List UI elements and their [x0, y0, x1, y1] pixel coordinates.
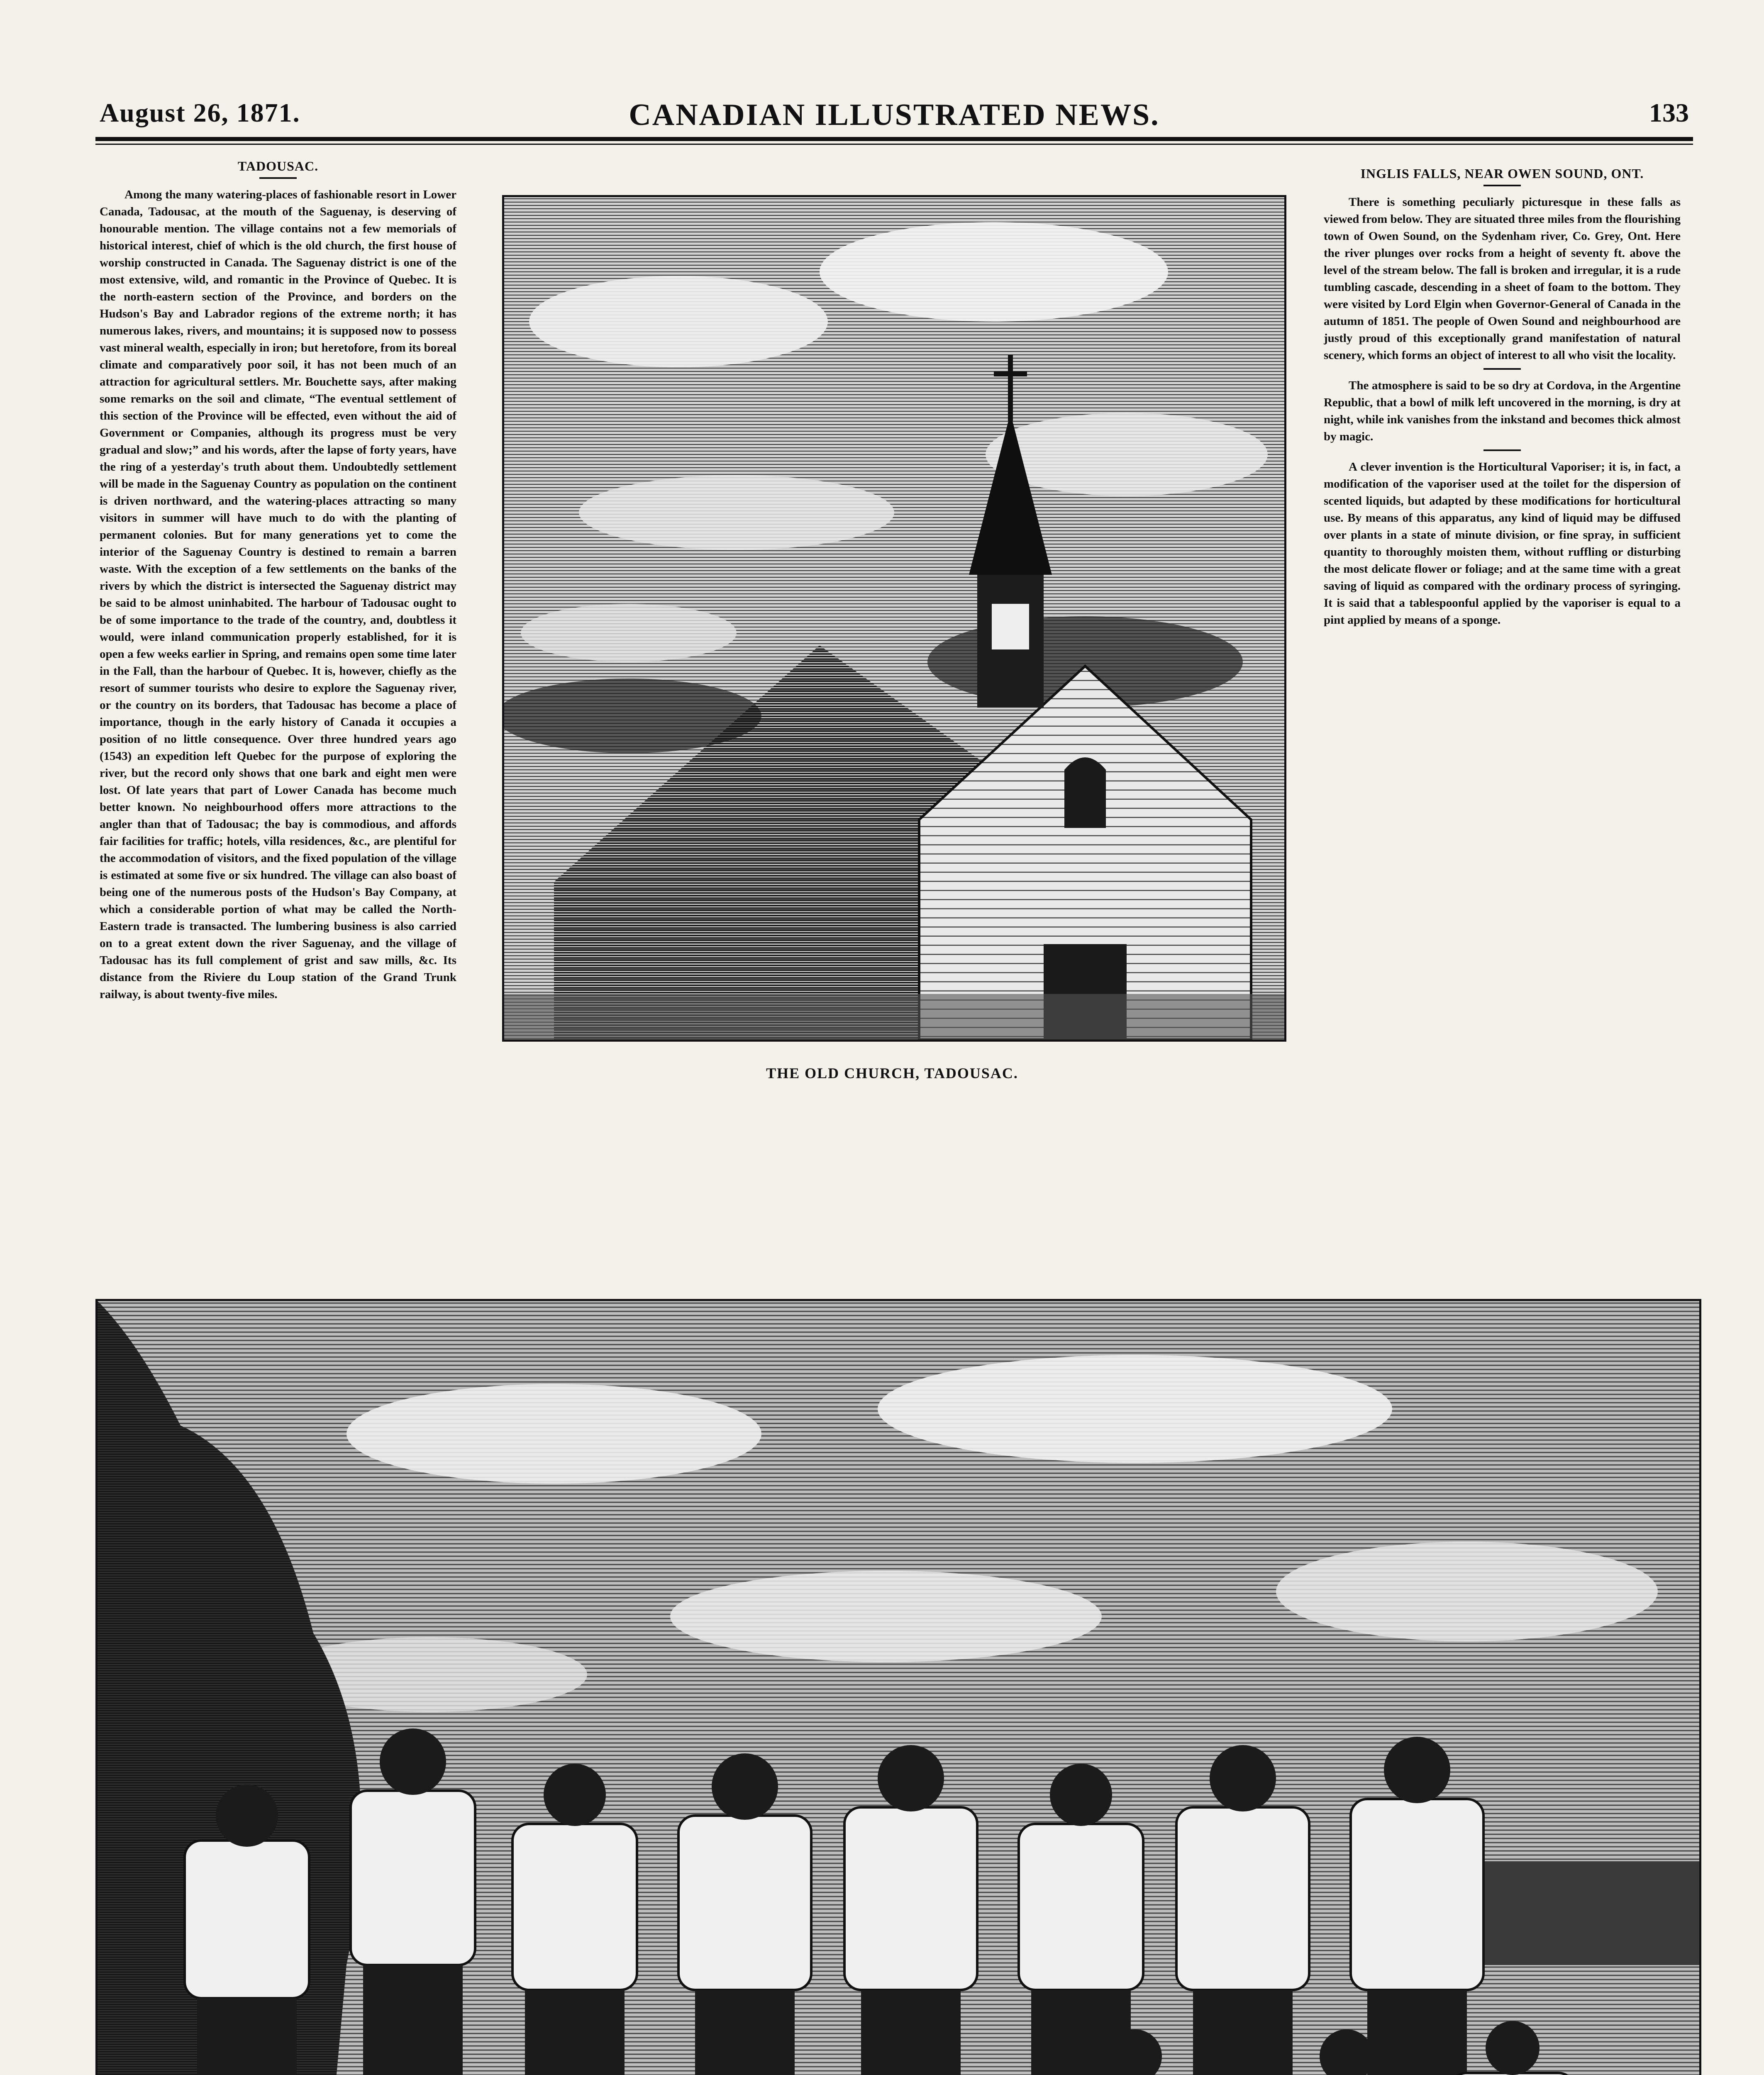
band-engraving: [95, 1299, 1701, 2075]
tadousac-paragraph: Among the many watering-places of fashionable resort in Lower Canada, Tadousac, at the mouth of the Saguenay, is deserving of honourable mention. The village contains not a few memorials of historical interest, chief of which is the old church, the first house of worship constructed in Canada. The Saguenay district is one of the most extensive, wild, and romantic in the Province of Quebec. It is the north-eastern section of the Province, and borders on the Hudson's Bay and Labrador regions of the extreme north; it has numerous lakes, rivers, and mountains; it is supposed now to possess vast mineral wealth, especially in iron; but heretofore, from its boreal climate and comparatively poor soil, it has not been much of an attraction for agricultural settlers. Mr. Bouchette says, after making some remarks on the soil and climate, “The eventual settlement of this section of the Province will be effected, even without the aid of Government or Companies, although its progress must be very gradual and slow;” and his words, after the lapse of forty years, have the ring of a yesterday's truth about them. Undoubtedly settlement will be made in the Saguenay Country as population on the continent is driven northward, and the watering-places attracting so many visitors in summer will have much to do with the planting of permanent colonies. But for many generations yet to come the interior of the Saguenay Country is destined to remain a barren waste. With the exception of a few settlements on the banks of the rivers by which the district is intersected the Saguenay district may be said to be almost uninhabited. The harbour of Tadousac ought to be of some importance to the trade of the country, and, doubtless it would, were inland communication properly established, for it is open a few weeks earlier in Spring, and remains open some time later in the Fall, than the harbour of Quebec. It is, however, chiefly as the resort of summer tourists who desire to explore the Saguenay river, or the country on its borders, that Tadousac has become a place of importance, though in the early history of Canada it occupies a position of no little consequence. Over three hundred years ago (1543) an expedition left Quebec for the purpose of exploring the river, but the record only shows that one bark and eight men were lost. Of late years that part of Lower Canada has become much better known. No neighbourhood offers more attractions to the angler than that of Tadousac; the bay is commodious, and affords fair facilities for traffic; hotels, villa residences, &c., are plentiful for the accommodation of visitors, and the fixed population of the village is estimated at some five or six hundred. The village can also boast of being one of the numerous posts of the Hudson's Bay Company, at which a considerable portion of what may be called the North-Eastern trade is transacted. The lumbering business is also carried on to a great extent down the river Saguenay, and the village of Tadousac has its full complement of grist and saw mills, &c. Its distance from the Riviere du Loup station of the Grand Trunk railway, is about twenty-five miles.: [100, 188, 456, 1001]
tadousac-heading: TADOUSAC.: [237, 159, 319, 173]
page-number: 133: [1649, 98, 1689, 127]
cordova-paragraph: The atmosphere is said to be so dry at Cordova, in the Argentine Republic, that a bowl of milk left uncovered in the morning, is dry at night, while ink vanishes from the inkstand and becomes thick almost by magic.: [1324, 379, 1681, 443]
right-column: [1324, 165, 1681, 1116]
masthead: [100, 98, 1689, 143]
vaporiser-paragraph: A clever invention is the Horticultural Vaporiser; it is, in fact, a modification of the vaporiser used at the toilet for the dispersion of scented liquids, but adapted by these modifications for horticultural use. By means of this apparatus, any kind of liquid may be diffused over plants in a state of minute division, or fine spray, in sufficient quantity to thoroughly moisten them, without ruffling or disturbing the most delicate flower or foliage; and at the same time with a great saving of liquid as compared with the ordinary process of syringing. It is said that a tablespoonful applied by the vaporiser is equal to a pint applied by means of a sponge.: [1324, 460, 1681, 627]
section-rule: [1483, 368, 1521, 370]
masthead-rule-thin: [95, 144, 1693, 145]
issue-date: August 26, 1871.: [100, 98, 300, 127]
publication-title: CANADIAN ILLUSTRATED NEWS.: [629, 98, 1160, 132]
church-caption: THE OLD CHURCH, TADOUSAC.: [766, 1065, 1018, 1081]
masthead-rule: [95, 137, 1693, 141]
heading-rule: [1483, 185, 1521, 186]
tadousac-article: [100, 158, 456, 1120]
church-illustration: [504, 197, 1284, 1040]
band-illustration: [98, 1301, 1699, 2075]
inglis-falls-paragraph: There is something peculiarly picturesque in these falls as viewed from below. They are situated three miles from the flourishing town of Owen Sound, on the Sydenham river, Co. Grey, Ont. Here the river plunges over rocks from a height of seventy ft. above the level of the stream below. The fall is broken and irregular, it is a rude tumbling cascade, descending in a sheet of foam to the bottom. They were visited by Lord Elgin when Governor-General of Canada in the autumn of 1851. The people of Owen Sound and neighbourhood are justly proud of this exceptionally grand manifestation of natural scenery, which forms an object of interest to all who visit the locality.: [1324, 195, 1681, 362]
old-church-engraving: [502, 195, 1286, 1042]
inglis-falls-heading: INGLIS FALLS, NEAR OWEN SOUND, ONT.: [1360, 166, 1644, 181]
heading-rule: [259, 177, 297, 179]
section-rule: [1483, 449, 1521, 451]
